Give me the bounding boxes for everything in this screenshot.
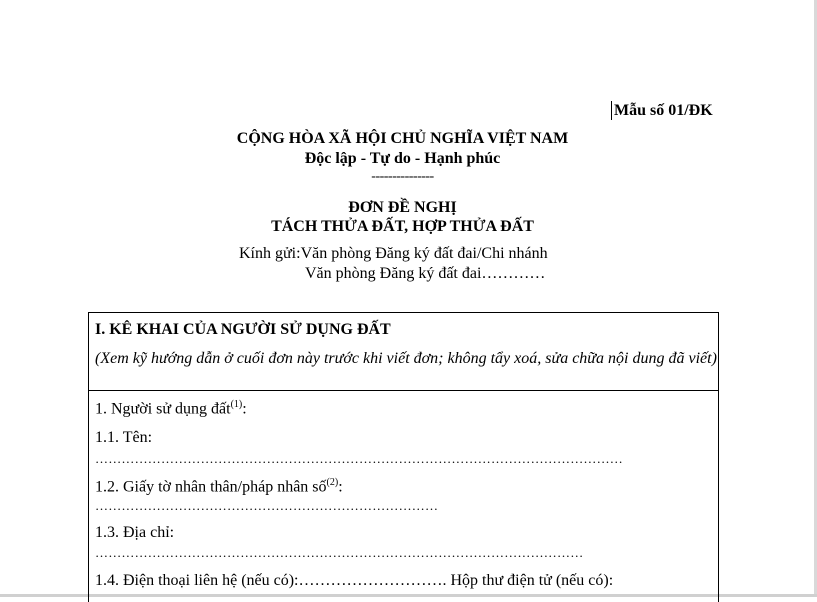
name-field[interactable]: ………………………………………………………………………………………………………… — [95, 451, 623, 466]
table-divider — [89, 390, 718, 391]
national-motto: Độc lập - Tự do - Hạnh phúc — [304, 150, 501, 167]
recipient-line2: Văn phòng Đăng ký đất đai………… — [305, 265, 546, 282]
header-separator: --------------- — [371, 169, 434, 184]
address-label: 1.3. Địa chỉ: — [95, 524, 175, 541]
country-name: CỘNG HÒA XÃ HỘI CHỦ NGHĨA VIỆT NAM — [236, 130, 569, 147]
phone-email-label: 1.4. Điện thoại liên hệ (nếu có):………………………. Hộp thư điện tử (nếu có): — [95, 572, 614, 589]
document-title-line2: TÁCH THỬA ĐẤT, HỢP THỬA ĐẤT — [271, 218, 534, 235]
id-document-label: 1.2. Giấy tờ nhân thân/pháp nhân số$^{(2)}$: — [95, 477, 343, 496]
id-document-field[interactable]: …………………………………………………………………… — [95, 498, 439, 513]
address-field[interactable]: ………………………………………………………………………………………………… — [95, 545, 584, 560]
section-title: I. KÊ KHAI CỦA NGƯỜI SỬ DỤNG ĐẤT — [95, 321, 391, 338]
recipient-line1: Kính gửi:Văn phòng Đăng ký đất đai/Chi nhánh — [239, 245, 548, 262]
document-title-line1: ĐƠN ĐỀ NGHỊ — [348, 199, 457, 216]
form-code: Mẫu số 01/ĐK — [614, 102, 713, 119]
declaration-table — [88, 312, 719, 602]
name-label: 1.1. Tên: — [95, 429, 153, 446]
text-cursor — [611, 101, 612, 120]
section-instructions: (Xem kỹ hướng dẫn ở cuối đơn này trước khi viết đơn; không tẩy xoá, sửa chữa nội dung đã viết) — [95, 350, 717, 367]
land-user-label: 1. Người sử dụng đất$^{(1)}$: — [95, 399, 247, 418]
